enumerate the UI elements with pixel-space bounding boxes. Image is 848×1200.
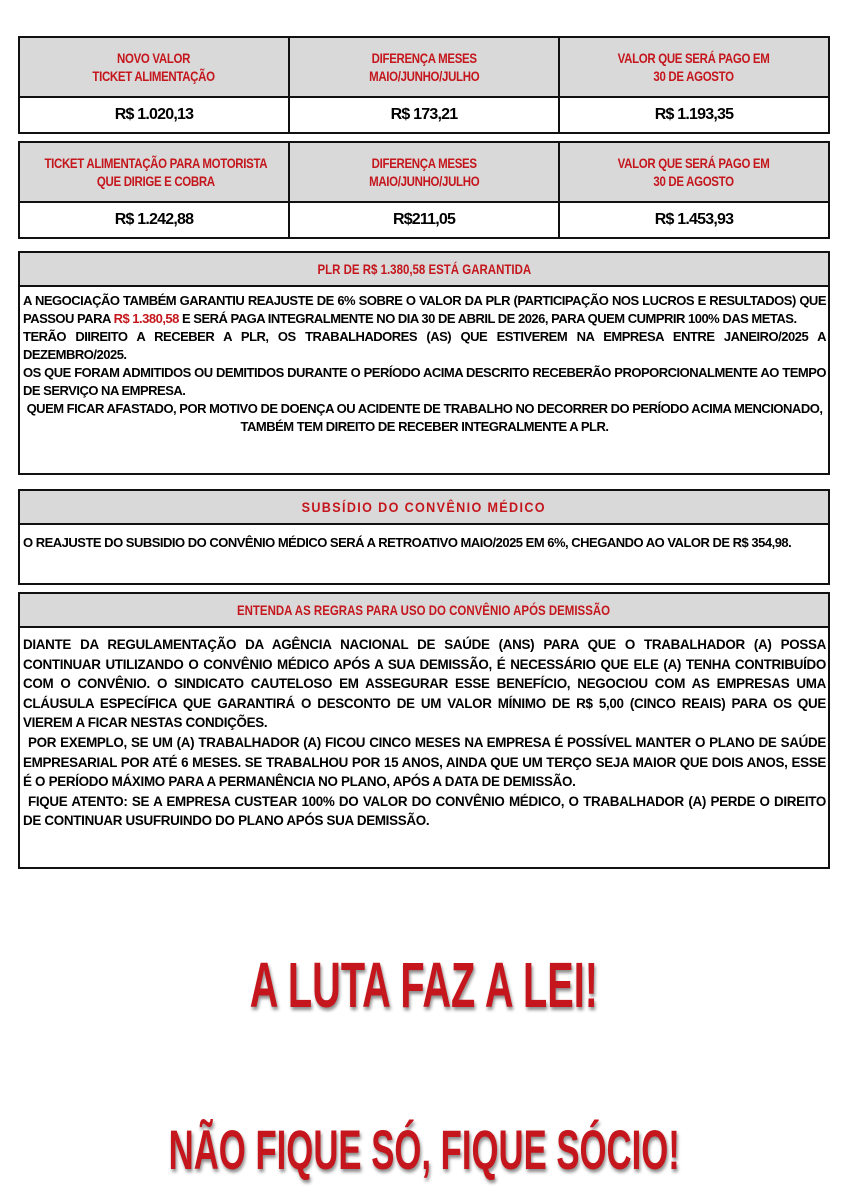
paragraph: OS QUE FORAM ADMITIDOS OU DEMITIDOS DURANTE O PERÍODO ACIMA DESCRITO RECEBERÃO PROPORCIONALMENTE AO TEMPO DE SERVIÇO NA EMPRESA. [23,365,826,398]
table-cell: R$ 1.242,88 [19,202,289,238]
paragraph: QUEM FICAR AFASTADO, POR MOTIVO DE DOENÇA OU ACIDENTE DE TRABALHO NO DECORRER DO PERÍODO ACIMA MENCIONADO, TAMBÉM TEM DIREITO DE RECEBER INTEGRALMENTE A PLR. [26,401,823,434]
section-title: ENTENDA AS REGRAS PARA USO DO CONVÊNIO APÓS DEMISSÃO [20,594,828,628]
paragraph: O REAJUSTE DO SUBSIDIO DO CONVÊNIO MÉDICO SERÁ A RETROATIVO MAIO/2025 EM 6%, CHEGANDO AO VALOR DE R$ 354,98. [23,535,792,550]
plr-value-highlight: R$ 1.380,58 [113,311,179,326]
ticket-motorista-table [18,141,830,239]
table-header: DIFERENÇA MESES MAIO/JUNHO/JULHO [289,37,559,97]
section-body [20,525,828,556]
convenio-section [18,489,830,585]
slogan-socio: NÃO FIQUE SÓ, FIQUE SÓCIO! [168,1118,680,1181]
paragraph: A NEGOCIAÇÃO TAMBÉM GARANTIU REAJUSTE DE 6% SOBRE O VALOR DA PLR (PARTICIPAÇÃO NOS LUCROS E RESULTADOS) QUE PASSOU PARA R$ 1.380,58 E SERÁ PAGA INTEGRALMENTE NO DIA 30 DE ABRIL DE 2026, PARA QUEM CUMPRIR 100% DAS METAS. [23,293,826,326]
table-header: VALOR QUE SERÁ PAGO EM 30 DE AGOSTO [559,142,829,202]
plr-section [18,251,830,475]
table-header: TICKET ALIMENTAÇÃO PARA MOTORISTA QUE DIRIGE E COBRA [19,142,289,202]
section-body [20,287,828,440]
paragraph: DIANTE DA REGULAMENTAÇÃO DA AGÊNCIA NACIONAL DE SAÚDE (ANS) PARA QUE O TRABALHADOR (A) POSSA CONTINUAR UTILIZANDO O CONVÊNIO MÉDICO APÓS A SUA DEMISSÃO, É NECESSÁRIO QUE ELE (A) TENHA CONTRIBUÍDO COM O CONVÊNIO. O SINDICATO CAUTELOSO EM ASSEGURAR ESSE BENEFÍCIO, NEGOCIOU COM AS EMPRESAS UMA CLÁUSULA ESPECÍFICA QUE GARANTIRÁ O DESCONTO DE UM VALOR MÍNIMO DE R$ 5,00 (CINCO REAIS) PARA OS QUE VIEREM A FICAR NESTAS CONDIÇÕES. [23,637,826,731]
section-title: PLR DE R$ 1.380,58 ESTÁ GARANTIDA [20,253,828,287]
table-cell: R$ 1.020,13 [19,97,289,133]
ticket-table [18,36,830,134]
section-title: SUBSÍDIO DO CONVÊNIO MÉDICO [20,491,828,525]
table-header: VALOR QUE SERÁ PAGO EM 30 DE AGOSTO [559,37,829,97]
paragraph: POR EXEMPLO, SE UM (A) TRABALHADOR (A) FICOU CINCO MESES NA EMPRESA É POSSÍVEL MANTER O PLANO DE SAÚDE EMPRESARIAL POR ATÉ 6 MESES. SE TRABALHOU POR 15 ANOS, AINDA QUE UM TERÇO SEJA MAIOR QUE DOIS ANOS, ESSE É O PERÍODO MÁXIMO PARA A PERMANÊNCIA NO PLANO, APÓS A DATA DE DEMISSÃO. [23,734,826,790]
table-header: NOVO VALOR TICKET ALIMENTAÇÃO [19,37,289,97]
table-cell: R$ 1.453,93 [559,202,829,238]
table-cell: R$211,05 [289,202,559,238]
section-body [20,628,828,835]
regras-section [18,592,830,869]
table-cell: R$ 1.193,35 [559,97,829,133]
slogan-luta: A LUTA FAZ A LEI! [249,949,599,1021]
paragraph: TERÃO DIIREITO A RECEBER A PLR, OS TRABALHADORES (AS) QUE ESTIVEREM NA EMPRESA ENTRE JANEIRO/2025 A DEZEMBRO/2025. [23,329,826,362]
paragraph: FIQUE ATENTO: SE A EMPRESA CUSTEAR 100% DO VALOR DO CONVÊNIO MÉDICO, O TRABALHADOR (A) PERDE O DIREITO DE CONTINUAR USUFRUINDO DO PLANO APÓS SUA DEMISSÃO. [23,793,826,829]
table-header: DIFERENÇA MESES MAIO/JUNHO/JULHO [289,142,559,202]
table-cell: R$ 173,21 [289,97,559,133]
